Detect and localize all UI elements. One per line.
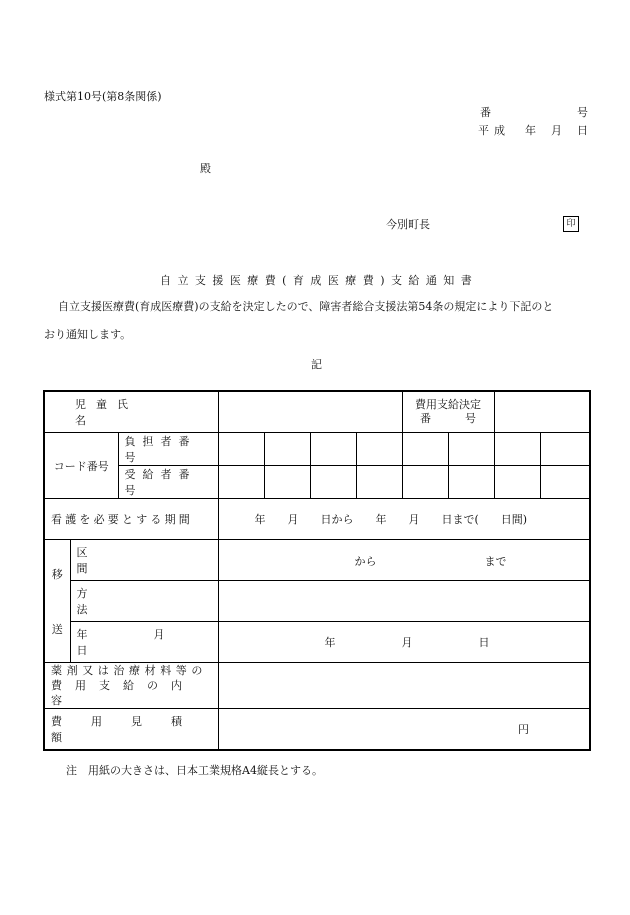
method-value[interactable]	[218, 581, 590, 622]
footnote: 注 用紙の大きさは、日本工業規格A4縦長とする。	[66, 764, 323, 777]
recipient-digit-cell[interactable]	[402, 466, 448, 499]
title-char: 立	[177, 274, 189, 287]
title-char: 育	[292, 274, 304, 287]
title-char: 書	[460, 274, 472, 287]
yen-unit: 円	[518, 723, 530, 736]
transfer-date-value[interactable]: 年 月 日	[218, 622, 590, 663]
code-number-label: コード番号	[44, 433, 118, 499]
date-era: 平成	[478, 124, 510, 137]
body-text-line-2: おり通知します。	[44, 328, 132, 341]
title-char: )	[380, 273, 385, 287]
burden-digit-cell[interactable]	[540, 433, 590, 466]
row-care-period	[44, 499, 590, 540]
child-name-label: 児童氏名	[75, 398, 138, 427]
issuer-name: 今別町長	[386, 218, 430, 231]
row-cost-estimate	[44, 709, 590, 751]
document-title	[160, 272, 472, 288]
section-label: 区間	[70, 540, 218, 581]
title-char: 知	[443, 274, 455, 287]
title-char: 費	[362, 274, 374, 287]
title-char: 給	[408, 274, 420, 287]
recipient-digit-cell[interactable]	[310, 466, 356, 499]
recipient-digit-cell[interactable]	[264, 466, 310, 499]
recipient-digit-cell[interactable]	[218, 466, 264, 499]
row-transfer-date	[44, 622, 590, 663]
title-char: 自	[160, 274, 171, 287]
row-recipient-number	[44, 466, 590, 499]
method-label: 方法	[70, 581, 218, 622]
recipient-number-label: 受給者番号	[118, 466, 218, 499]
burden-digit-cell[interactable]	[310, 433, 356, 466]
burden-digit-cell[interactable]	[264, 433, 310, 466]
row-child-name	[44, 391, 590, 433]
section-value[interactable]	[218, 540, 590, 581]
form-number: 様式第10号(第8条関係)	[44, 90, 162, 103]
transfer-date-label: 年 月 日	[70, 622, 218, 663]
title-char: 援	[212, 274, 224, 287]
title-char: 支	[194, 274, 206, 287]
row-medicine-content	[44, 663, 590, 709]
burden-digit-cell[interactable]	[356, 433, 402, 466]
burden-digit-cell[interactable]	[218, 433, 264, 466]
title-char: 通	[425, 274, 437, 287]
section-to: まで	[484, 555, 507, 568]
child-name-input[interactable]	[218, 391, 402, 433]
section-from: から	[354, 555, 377, 568]
date-day: 日	[577, 124, 588, 137]
recipient-digit-cell[interactable]	[494, 466, 540, 499]
burden-number-label: 負担者番号	[118, 433, 218, 466]
cost-estimate-label: 費用見積額	[44, 709, 218, 751]
title-char: 支	[390, 274, 402, 287]
transfer-label: 移 送	[44, 540, 70, 663]
form-table	[43, 390, 591, 751]
recipient-digit-cell[interactable]	[448, 466, 494, 499]
document-number-ban: 番	[480, 106, 491, 119]
row-transfer-method	[44, 581, 590, 622]
recipient-digit-cell[interactable]	[540, 466, 590, 499]
addressee-suffix: 殿	[200, 162, 211, 175]
title-char: 費	[264, 274, 276, 287]
burden-digit-cell[interactable]	[402, 433, 448, 466]
decision-number-input[interactable]	[494, 391, 590, 433]
title-char: 療	[345, 274, 357, 287]
seal-mark: 印	[563, 216, 579, 232]
document-number-go: 号	[577, 106, 588, 119]
date-year: 年	[525, 124, 536, 137]
child-name-label-cell	[44, 391, 218, 433]
body-text-line-1: 自立支援医療費(育成医療費)の支給を決定したので、障害者総合支援法第54条の規定により下記のと	[58, 300, 554, 313]
care-period-value[interactable]: 年 月 日から 年 月 日まで( 日間)	[218, 499, 590, 540]
cost-estimate-value[interactable]	[218, 709, 590, 751]
decision-number-label: 費用支給決定 番 号	[402, 391, 494, 433]
care-period-label: 看護を必要とする期間	[44, 499, 218, 540]
title-char: 療	[247, 274, 259, 287]
recipient-digit-cell[interactable]	[356, 466, 402, 499]
row-burden-number	[44, 433, 590, 466]
row-transfer-section	[44, 540, 590, 581]
date-month: 月	[551, 124, 562, 137]
medicine-content-value[interactable]	[218, 663, 590, 709]
document-date	[478, 122, 588, 138]
burden-digit-cell[interactable]	[494, 433, 540, 466]
title-char: (	[282, 273, 287, 287]
ki-label: 記	[311, 358, 322, 371]
title-char: 医	[229, 274, 241, 287]
title-char: 医	[327, 274, 339, 287]
medicine-content-label: 薬剤又は治療材料等の 費用支給の内容	[44, 663, 218, 709]
burden-digit-cell[interactable]	[448, 433, 494, 466]
title-char: 成	[310, 274, 322, 287]
